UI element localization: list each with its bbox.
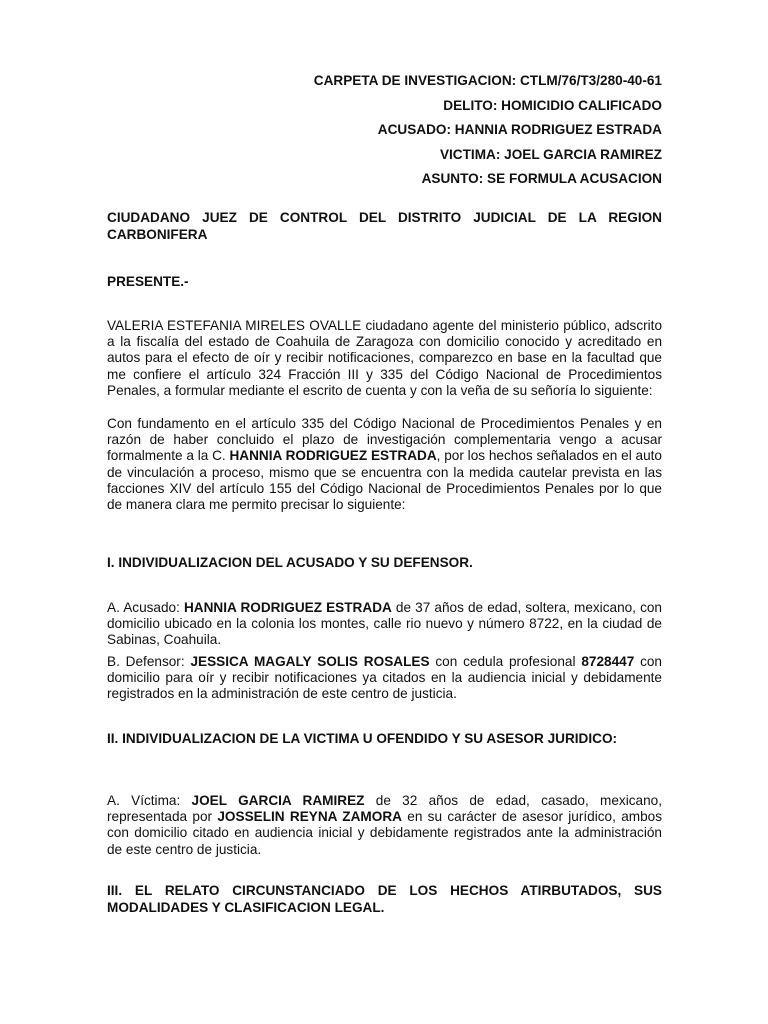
accused-line: ACUSADO: HANNIA RODRIGUEZ ESTRADA: [377, 122, 662, 137]
case-file-number: CARPETA DE INVESTIGACION: CTLM/76/T3/280-40-61: [313, 73, 662, 88]
fundamento-paragraph: [107, 416, 662, 513]
legal-advisor-name: JOSSELIN REYNA ZAMORA: [217, 809, 402, 825]
victim-prefix: A. Víctima:: [107, 793, 192, 808]
accused-name: HANNIA RODRIGUEZ ESTRADA: [229, 448, 437, 464]
defender-cedula: 8728447: [581, 654, 635, 669]
victim-line: VICTIMA: JOEL GARCIA RAMIREZ: [439, 146, 662, 162]
section-3-heading: III. EL RELATO CIRCUNSTANCIADO DE LOS HECHOS ATIRBUTADOS, SUS MODALIDADES Y CLASIFICACION LEGAL.: [107, 883, 662, 915]
defender-mid: con cedula profesional: [429, 654, 582, 669]
section-1-heading: I. INDIVIDUALIZACION DEL ACUSADO Y SU DEFENSOR.: [107, 555, 473, 570]
defender-paragraph: [107, 654, 662, 703]
intro-paragraph: [107, 318, 662, 399]
crime-line: DELITO: HOMICIDIO CALIFICADO: [443, 97, 662, 113]
fundamento-text-2: , por los hechos señalados en el auto de vinculación a proceso, mismo que se encuentra con la medida cautelar prevista en las facciones XIV del artículo 155 del Código Nacional de Procedimientos Penales por lo que de manera clara me permito precisar lo siguiente:: [107, 448, 662, 513]
intro-text: VALERIA ESTEFANIA MIRELES OVALLE ciudadano agente del ministerio público, adscrito a la fiscalía del estado de Coahuila de Zaragoza con domicilio conocido y acreditado en autos para el efecto de oír y recibir notificaciones, comparezco en base en la facultad que me confiere el artículo 324 Fracción III y 335 del Código Nacional de Procedimientos Penales, a formular mediante el escrito de cuenta y con la veña de su señoría lo siguiente:: [107, 318, 662, 398]
presente-label: PRESENTE.-: [107, 274, 189, 289]
case-header: [314, 69, 662, 192]
accused-paragraph: [107, 600, 662, 649]
fundamento-text-1: Con fundamento en el artículo 335 del Código Nacional de Procedimientos Penales y en razón de haber concluido el plazo de investigación complementaria vengo a acusar formalmente a la C.: [107, 416, 662, 464]
subject-line: ASUNTO: SE FORMULA ACUSACION: [421, 171, 662, 186]
victim-mid: de 32 años de edad, casado, mexicano, representada por: [107, 793, 662, 825]
victim-paragraph: [107, 793, 662, 858]
accused-details: de 37 años de edad, soltera, mexicano, con domicilio ubicado en la colonia los montes, calle rio nuevo y número 8722, en la ciudad de Sabinas, Coahuila.: [107, 600, 662, 648]
defender-details: con domicilio para oír y recibir notificaciones ya citados en la audiencia inicial y debidamente registrados en la administración de este centro de justicia.: [107, 654, 662, 702]
addressee: CIUDADANO JUEZ DE CONTROL DEL DISTRITO JUDICIAL DE LA REGION CARBONIFERA: [107, 210, 662, 242]
victim-name: JOEL GARCIA RAMIREZ: [191, 793, 365, 808]
victim-details: en su carácter de asesor jurídico, ambos con domicilio citado en audiencia inicial y debidamente registrados ante la administración de este centro de justicia.: [107, 809, 662, 857]
section-2-heading: II. INDIVIDUALIZACION DE LA VICTIMA U OFENDIDO Y SU ASESOR JURIDICO:: [107, 731, 618, 746]
defender-prefix: B. Defensor:: [107, 654, 191, 669]
defender-name: JESSICA MAGALY SOLIS ROSALES: [190, 654, 430, 669]
accused-prefix: A. Acusado:: [107, 600, 184, 615]
accused-full-name: HANNIA RODRIGUEZ ESTRADA: [183, 600, 392, 615]
